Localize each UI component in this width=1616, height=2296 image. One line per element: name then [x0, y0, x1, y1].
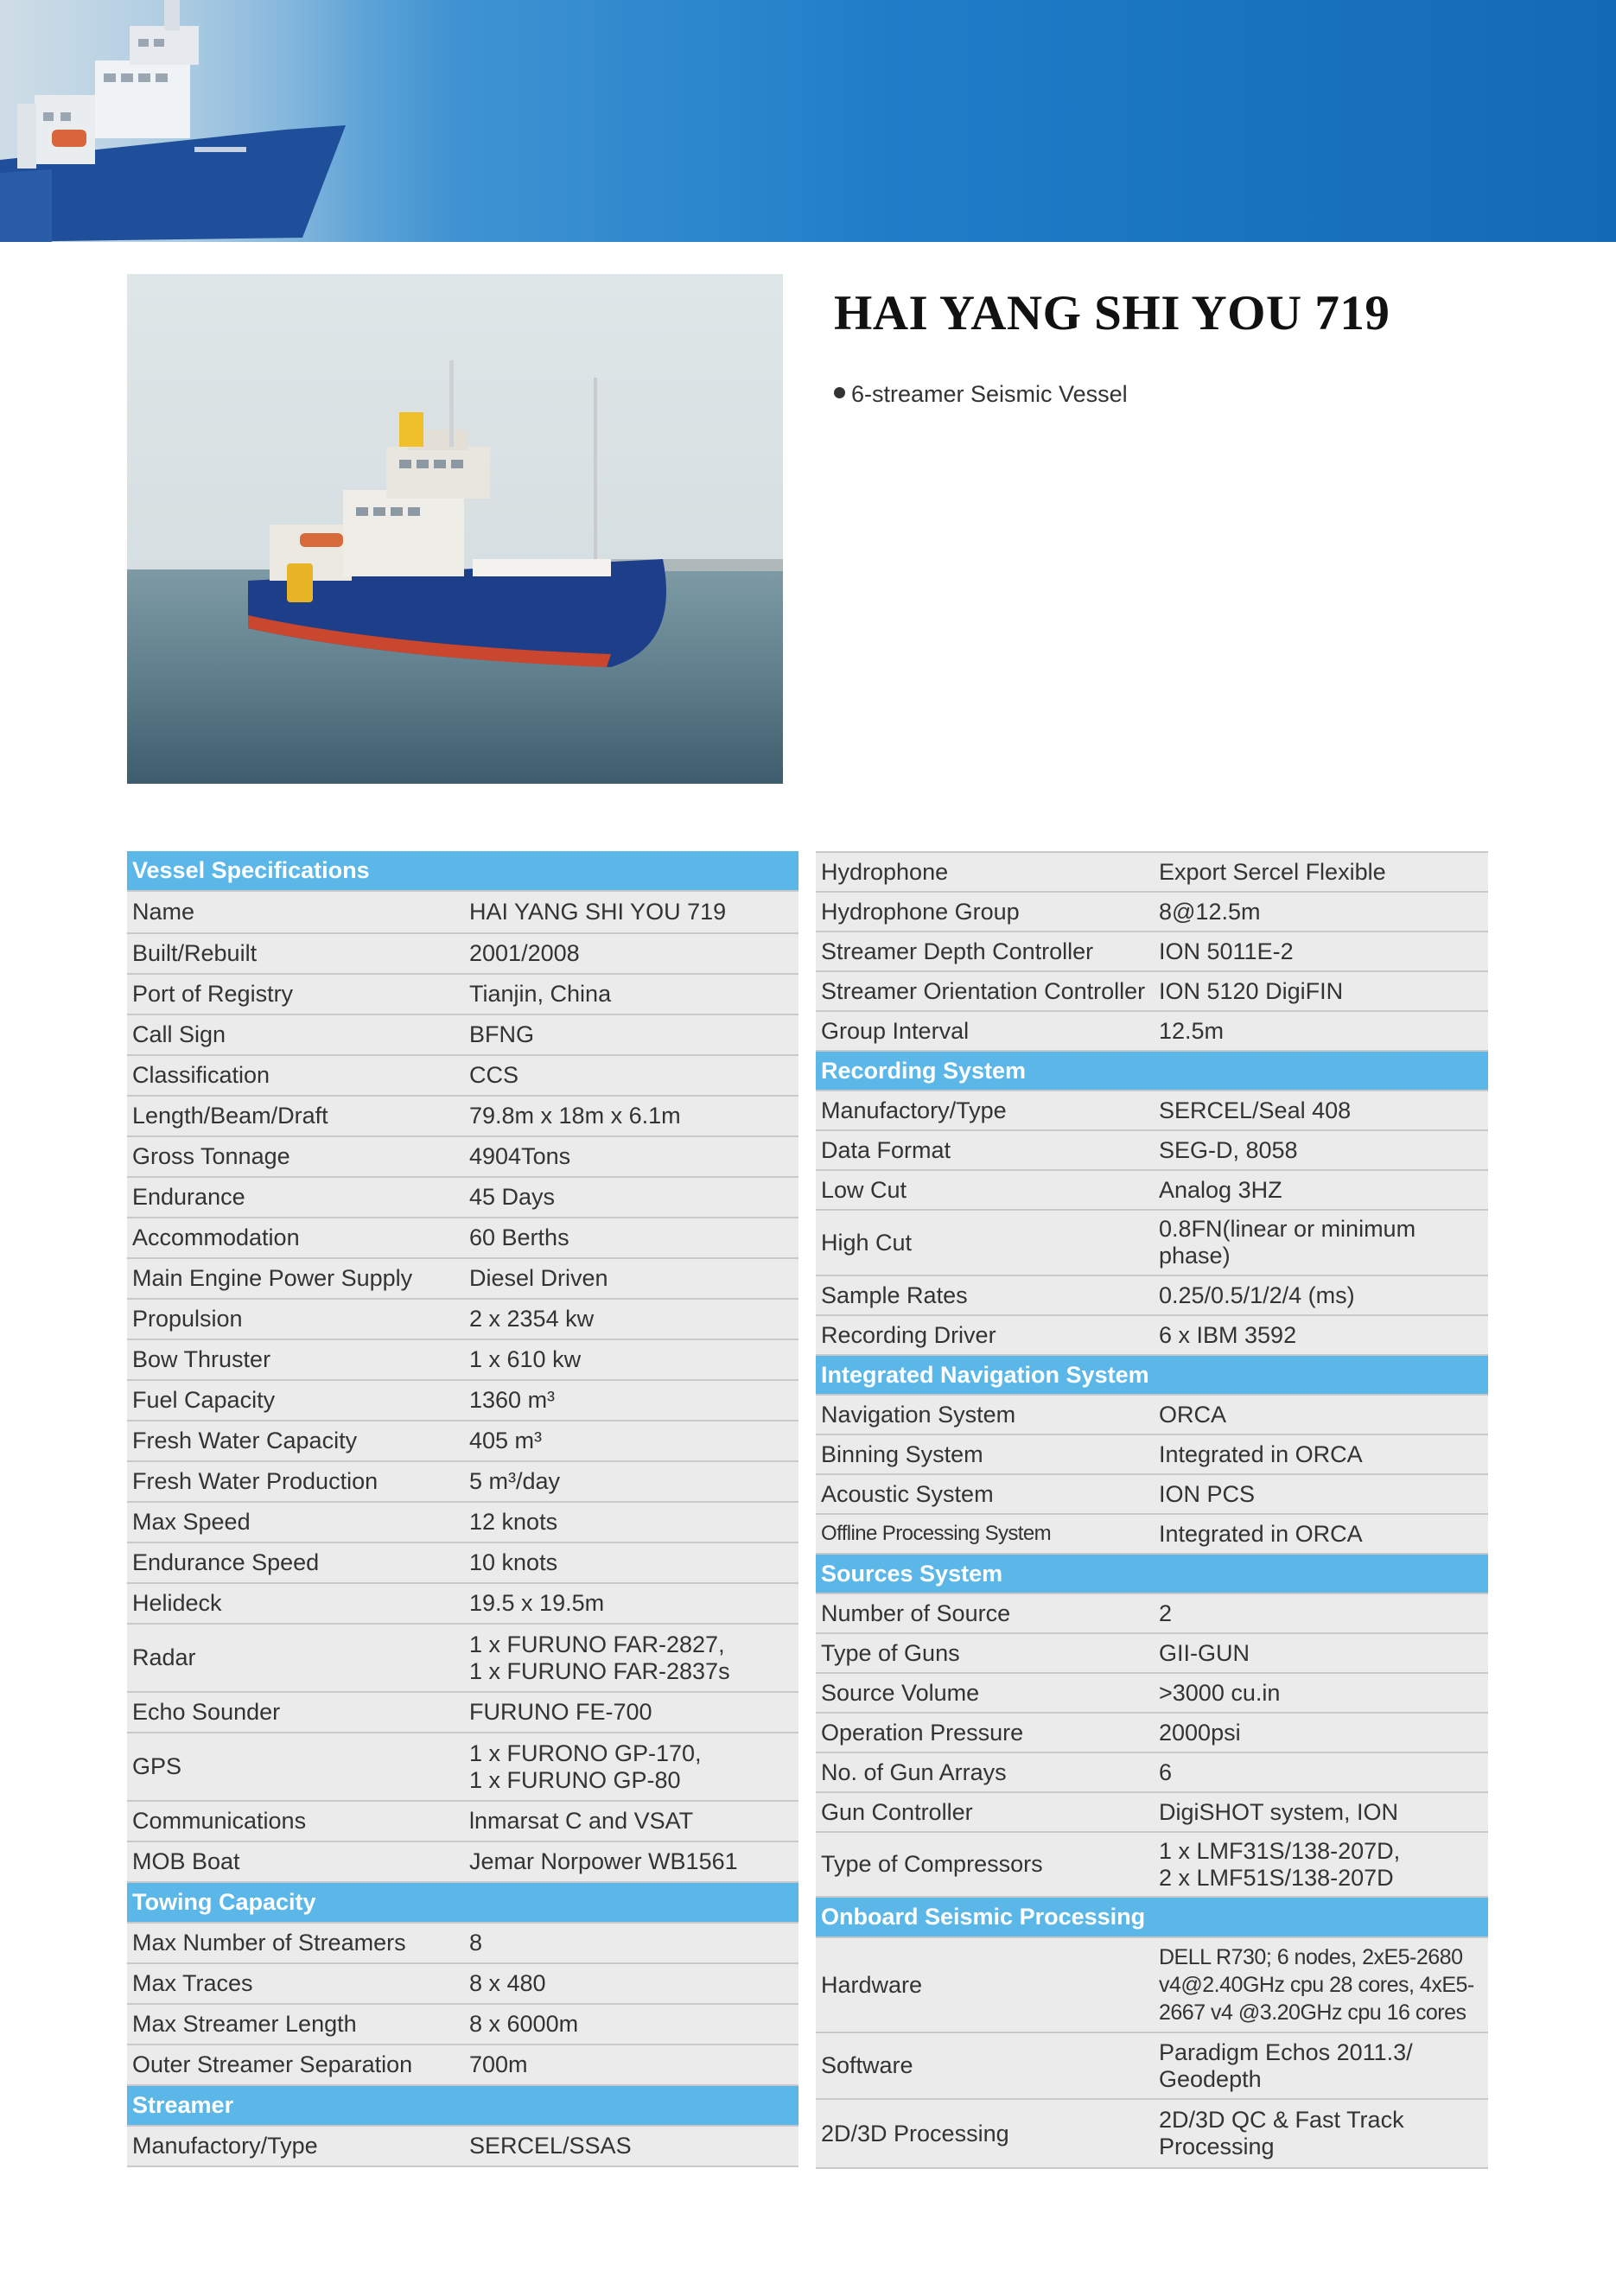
- spec-value: [1159, 1838, 1488, 1892]
- spec-value: 8@12.5m: [1159, 898, 1261, 925]
- spec-value: Integrated in ORCA: [1159, 1441, 1363, 1467]
- spec-value: 10 knots: [469, 1549, 558, 1575]
- spec-value: DigiSHOT system, ION: [1159, 1798, 1399, 1825]
- spec-label: Outer Streamer Separation: [132, 2051, 413, 2077]
- spec-value-line: Geodepth: [1159, 2065, 1262, 2092]
- spec-label: GPS: [132, 1753, 182, 1779]
- spec-value-line: 1 x LMF31S/138-207D,: [1159, 1837, 1401, 1864]
- spec-value: [1159, 1216, 1488, 1269]
- table-row: [127, 1381, 798, 1421]
- section-integrated-navigation-system: Integrated Navigation System: [816, 1356, 1488, 1396]
- section-vessel-specifications: Vessel Specifications: [127, 851, 798, 892]
- table-row: [127, 1218, 798, 1259]
- table-row: [816, 1594, 1488, 1634]
- spec-value: 0.25/0.5/1/2/4 (ms): [1159, 1282, 1355, 1308]
- spec-value: 2 x 2354 kw: [469, 1306, 595, 1332]
- spec-value: 8: [469, 1930, 483, 1956]
- spec-label: Recording Driver: [821, 1321, 996, 1348]
- spec-value: 700m: [469, 2051, 528, 2077]
- spec-value: 4904Tons: [469, 1143, 571, 1169]
- spec-value: BFNG: [469, 1021, 535, 1047]
- table-row: [127, 1178, 798, 1218]
- spec-label: Main Engine Power Supply: [132, 1265, 413, 1291]
- spec-label: Length/Beam/Draft: [132, 1103, 328, 1129]
- spec-label: Streamer Orientation Controller: [821, 977, 1146, 1004]
- table-row: [127, 1503, 798, 1543]
- spec-value: 6 x IBM 3592: [1159, 1321, 1297, 1348]
- table-row: [816, 1634, 1488, 1674]
- spec-value: lnmarsat C and VSAT: [469, 1808, 694, 1834]
- spec-label: Sample Rates: [821, 1282, 968, 1308]
- table-row: [816, 853, 1488, 893]
- section-towing-capacity: Towing Capacity: [127, 1883, 798, 1924]
- table-row: [816, 1515, 1488, 1555]
- section-recording-system: Recording System: [816, 1052, 1488, 1091]
- spec-label: Endurance Speed: [132, 1549, 320, 1575]
- table-row: [816, 1714, 1488, 1753]
- spec-label: Bow Thruster: [132, 1346, 271, 1372]
- table-row: [127, 1543, 798, 1584]
- spec-value: Tianjin, China: [469, 981, 612, 1007]
- section-sources-system: Sources System: [816, 1555, 1488, 1594]
- spec-label: Offline Processing System: [821, 1522, 1052, 1545]
- spec-label: Call Sign: [132, 1021, 226, 1047]
- spec-label: Communications: [132, 1808, 307, 1834]
- table-row: [816, 1276, 1488, 1316]
- spec-label: Port of Registry: [132, 981, 294, 1007]
- spec-label: Binning System: [821, 1441, 983, 1467]
- spec-value-line: 1 x FURUNO FAR-2827,: [469, 1631, 725, 1657]
- spec-value: 8 x 480: [469, 1970, 546, 1996]
- spec-label: Navigation System: [821, 1401, 1016, 1428]
- spec-value: FURUNO FE-700: [469, 1699, 652, 1725]
- spec-value: 5 m³/day: [469, 1468, 561, 1494]
- spec-label: Fresh Water Production: [132, 1468, 379, 1494]
- table-row: [127, 1340, 798, 1381]
- spec-label: Propulsion: [132, 1306, 243, 1332]
- table-row: [816, 1211, 1488, 1276]
- spec-label: Hydrophone Group: [821, 898, 1020, 925]
- spec-value: ION 5120 DigiFIN: [1159, 977, 1344, 1004]
- spec-label: MOB Boat: [132, 1848, 240, 1874]
- spec-label: Fuel Capacity: [132, 1387, 276, 1413]
- spec-label: Hydrophone: [821, 858, 949, 885]
- spec-value: 1 x 610 kw: [469, 1346, 582, 1372]
- spec-value-line: Paradigm Echos 2011.3/: [1159, 2038, 1413, 2065]
- subtitle: [834, 381, 1128, 408]
- spec-value: 8 x 6000m: [469, 2011, 579, 2037]
- spec-label: 2D/3D Processing: [821, 2120, 1009, 2147]
- spec-label: Gun Controller: [821, 1798, 973, 1825]
- spec-label: Accommodation: [132, 1224, 300, 1250]
- spec-value-line: v4@2.40GHz cpu 28 cores, 4xE5-: [1159, 1973, 1474, 1997]
- spec-value: [1159, 2107, 1488, 2160]
- table-row: [127, 1842, 798, 1883]
- spec-label: Low Cut: [821, 1176, 907, 1203]
- spec-value: SEG-D, 8058: [1159, 1136, 1298, 1163]
- spec-label: Number of Source: [821, 1600, 1011, 1626]
- table-row: [816, 2100, 1488, 2169]
- spec-label: Endurance: [132, 1184, 245, 1210]
- spec-label: Built/Rebuilt: [132, 940, 258, 966]
- spec-label: Acoustic System: [821, 1480, 994, 1507]
- spec-label: Hardware: [821, 1971, 923, 1998]
- table-row: [127, 2005, 798, 2045]
- spec-value-line: Processing: [1159, 2134, 1275, 2159]
- table-row: [127, 1462, 798, 1503]
- spec-label: Group Interval: [821, 1017, 970, 1044]
- spec-value: Export Sercel Flexible: [1159, 858, 1386, 885]
- spec-value: SERCEL/SSAS: [469, 2133, 632, 2159]
- spec-value: CCS: [469, 1062, 519, 1088]
- spec-value: 12.5m: [1159, 1017, 1225, 1044]
- left-spec-table: [127, 851, 798, 2167]
- spec-value: 12 knots: [469, 1509, 558, 1535]
- table-row: [127, 1584, 798, 1625]
- bullet-icon: [834, 387, 845, 398]
- spec-label: Echo Sounder: [132, 1699, 281, 1725]
- spec-value: HAI YANG SHI YOU 719: [469, 899, 727, 925]
- spec-label: Manufactory/Type: [821, 1097, 1007, 1123]
- table-row: [816, 893, 1488, 932]
- spec-value-line: 2 x LMF51S/138-207D: [1159, 1864, 1394, 1891]
- spec-value: ION PCS: [1159, 1480, 1256, 1507]
- table-row: [816, 1316, 1488, 1356]
- table-row: [127, 1625, 798, 1693]
- spec-value: ORCA: [1159, 1401, 1227, 1428]
- table-row: [816, 2033, 1488, 2100]
- page-title: HAI YANG SHI YOU 719: [834, 286, 1390, 340]
- spec-value: [469, 1740, 798, 1794]
- spec-value: 2001/2008: [469, 940, 580, 966]
- table-row: [127, 2127, 798, 2167]
- table-row: [127, 1300, 798, 1340]
- subtitle-text: 6-streamer Seismic Vessel: [851, 381, 1128, 407]
- spec-value: 6: [1159, 1759, 1173, 1785]
- table-row: [127, 1964, 798, 2005]
- table-row: [127, 1733, 798, 1802]
- spec-value: Analog 3HZ: [1159, 1176, 1282, 1203]
- spec-label: Max Speed: [132, 1509, 251, 1535]
- table-row: [127, 2045, 798, 2086]
- table-row: [816, 1753, 1488, 1793]
- right-spec-table: [816, 851, 1488, 2169]
- banner-ship-image: [0, 0, 363, 242]
- spec-value: Integrated in ORCA: [1159, 1520, 1363, 1547]
- table-row: [816, 1091, 1488, 1131]
- spec-label: Classification: [132, 1062, 270, 1088]
- spec-label: Fresh Water Capacity: [132, 1428, 358, 1453]
- table-row: [127, 892, 798, 934]
- table-row: [816, 1475, 1488, 1515]
- table-row: [816, 1674, 1488, 1714]
- spec-value: Diesel Driven: [469, 1265, 608, 1291]
- spec-value: 2000psi: [1159, 1719, 1241, 1746]
- table-row: [816, 1131, 1488, 1171]
- table-row: [127, 1137, 798, 1178]
- spec-value: GII-GUN: [1159, 1639, 1250, 1666]
- table-row: [816, 1833, 1488, 1898]
- spec-value-line: phase): [1159, 1243, 1231, 1269]
- spec-value: ION 5011E-2: [1159, 938, 1294, 964]
- spec-value: 60 Berths: [469, 1224, 569, 1250]
- spec-label: Max Streamer Length: [132, 2011, 357, 2037]
- section-streamer: Streamer: [127, 2086, 798, 2127]
- table-row: [127, 1924, 798, 1964]
- table-row: [816, 1012, 1488, 1052]
- spec-label: Max Traces: [132, 1970, 253, 1996]
- table-row: [127, 1097, 798, 1137]
- table-row: [127, 1015, 798, 1056]
- table-row: [816, 1793, 1488, 1833]
- spec-label: Data Format: [821, 1136, 951, 1163]
- spec-label: Software: [821, 2052, 913, 2078]
- spec-label: Source Volume: [821, 1679, 980, 1706]
- table-row: [127, 975, 798, 1015]
- spec-label: High Cut: [821, 1229, 913, 1256]
- spec-label: Helideck: [132, 1590, 222, 1616]
- vessel-photo: [127, 274, 783, 784]
- table-row: [127, 1056, 798, 1097]
- spec-value: 2: [1159, 1600, 1173, 1626]
- spec-value: 1360 m³: [469, 1387, 556, 1413]
- spec-label: Type of Compressors: [821, 1851, 1043, 1877]
- spec-label: Name: [132, 899, 195, 925]
- spec-label: Operation Pressure: [821, 1719, 1024, 1746]
- spec-value: 19.5 x 19.5m: [469, 1590, 605, 1616]
- spec-label: Max Number of Streamers: [132, 1930, 406, 1956]
- table-row: [127, 1421, 798, 1462]
- spec-value: 405 m³: [469, 1428, 543, 1453]
- spec-value-line: 2667 v4 @3.20GHz cpu 16 cores: [1159, 2000, 1466, 2025]
- spec-label: Gross Tonnage: [132, 1143, 290, 1169]
- spec-value: >3000 cu.in: [1159, 1679, 1281, 1706]
- table-row: [127, 1693, 798, 1733]
- section-onboard-seismic-processing: Onboard Seismic Processing: [816, 1898, 1488, 1938]
- table-row: [816, 1171, 1488, 1211]
- spec-value: 45 Days: [469, 1184, 556, 1210]
- table-row: [127, 1259, 798, 1300]
- spec-value-line: 1 x FURONO GP-170,: [469, 1739, 702, 1766]
- spec-value: SERCEL/Seal 408: [1159, 1097, 1352, 1123]
- spec-label: Radar: [132, 1644, 196, 1670]
- spec-label: Manufactory/Type: [132, 2133, 318, 2159]
- spec-value-line: 2D/3D QC & Fast Track: [1159, 2107, 1404, 2133]
- spec-label: Streamer Depth Controller: [821, 938, 1094, 964]
- table-row: [816, 972, 1488, 1012]
- table-row: [127, 1802, 798, 1842]
- table-row: [127, 934, 798, 975]
- spec-value-line: 1 x FURUNO GP-80: [469, 1766, 681, 1793]
- table-row: [816, 1435, 1488, 1475]
- spec-value: 79.8m x 18m x 6.1m: [469, 1103, 681, 1129]
- table-row: [816, 932, 1488, 972]
- spec-label: Type of Guns: [821, 1639, 960, 1666]
- table-row: [816, 1396, 1488, 1435]
- spec-label: No. of Gun Arrays: [821, 1759, 1007, 1785]
- table-row: [816, 1938, 1488, 2033]
- spec-value-line: DELL R730; 6 nodes, 2xE5-2680: [1159, 1945, 1463, 1969]
- spec-value: Jemar Norpower WB1561: [469, 1848, 738, 1874]
- header-banner: [0, 0, 1616, 242]
- spec-value: [1159, 2039, 1488, 2093]
- spec-value: [469, 1631, 798, 1685]
- spec-value-line: 0.8FN(linear or minimum: [1159, 1216, 1416, 1242]
- spec-value: [1159, 1943, 1488, 2026]
- spec-value-line: 1 x FURUNO FAR-2837s: [469, 1657, 730, 1684]
